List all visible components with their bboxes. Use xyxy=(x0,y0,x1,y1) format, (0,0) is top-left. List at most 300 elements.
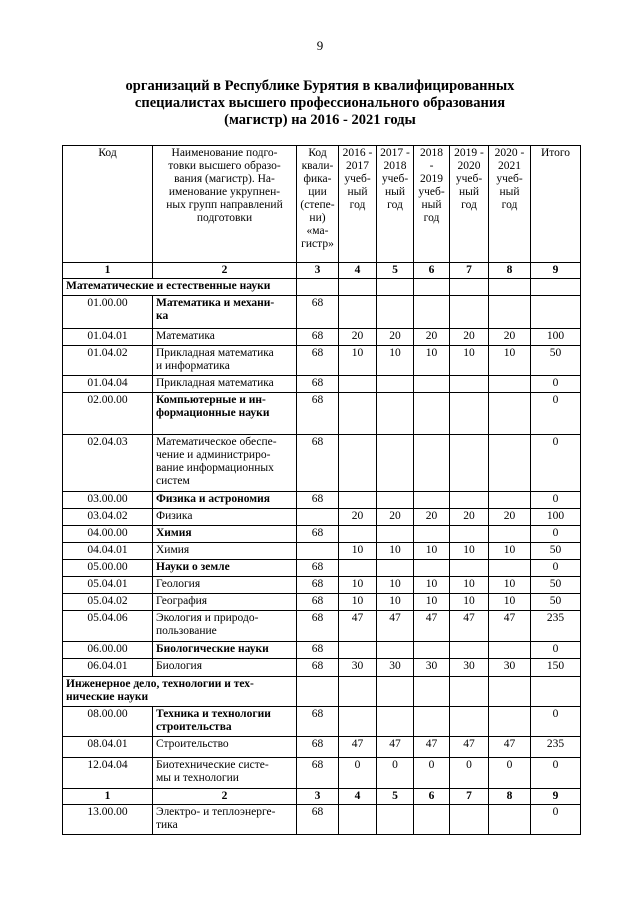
cell-line: товки высшего образо- xyxy=(168,160,281,172)
row-year-value: 30 xyxy=(339,659,377,677)
header-code: Код xyxy=(63,146,153,263)
cell-line: Математическое обеспе- xyxy=(156,436,277,448)
empty-cell xyxy=(489,279,531,296)
row-year-value xyxy=(489,707,531,737)
row-name xyxy=(153,577,297,594)
header-year xyxy=(414,146,450,263)
table-row xyxy=(63,560,581,577)
column-number: 8 xyxy=(489,789,531,805)
table-row xyxy=(63,346,581,376)
cell-line: Техника и технологии xyxy=(156,708,271,720)
cell-line: фика- xyxy=(303,173,332,185)
row-total: 0 xyxy=(531,560,581,577)
row-year-value xyxy=(339,805,377,835)
row-qualification-code: 68 xyxy=(297,707,339,737)
row-total: 0 xyxy=(531,758,581,789)
row-total: 0 xyxy=(531,393,581,435)
row-year-value xyxy=(414,492,450,509)
row-year-value: 10 xyxy=(339,577,377,594)
header-year xyxy=(450,146,489,263)
column-number: 4 xyxy=(339,263,377,279)
header-row xyxy=(63,146,581,263)
row-code: 08.00.00 xyxy=(63,707,153,737)
row-code: 02.00.00 xyxy=(63,393,153,435)
row-year-value: 10 xyxy=(489,543,531,560)
row-year-value: 0 xyxy=(339,758,377,789)
row-qualification-code: 68 xyxy=(297,526,339,543)
empty-cell xyxy=(377,279,414,296)
cell-line: Химия xyxy=(156,527,192,539)
row-name xyxy=(153,329,297,346)
row-total: 0 xyxy=(531,805,581,835)
cell-line: Прикладная математика xyxy=(156,377,274,389)
row-year-value xyxy=(450,526,489,543)
row-year-value: 10 xyxy=(450,346,489,376)
row-year-value xyxy=(339,296,377,329)
cell-line: 2017 - xyxy=(380,147,410,159)
row-year-value: 10 xyxy=(377,577,414,594)
cell-line: 2020 xyxy=(457,160,481,172)
row-year-value: 10 xyxy=(450,543,489,560)
row-year-value xyxy=(339,560,377,577)
table-body xyxy=(63,146,581,835)
row-year-value xyxy=(339,707,377,737)
row-total: 0 xyxy=(531,642,581,659)
cell-line: Физика и астрономия xyxy=(156,493,270,505)
row-year-value: 20 xyxy=(414,509,450,526)
table-row xyxy=(63,642,581,659)
row-code: 03.04.02 xyxy=(63,509,153,526)
row-year-value: 10 xyxy=(414,543,450,560)
table-row xyxy=(63,526,581,543)
row-qualification-code: 68 xyxy=(297,659,339,677)
title-line: (магистр) на 2016 - 2021 годы xyxy=(224,112,416,128)
cell-line: География xyxy=(156,595,208,607)
row-qualification-code: 68 xyxy=(297,642,339,659)
table-row xyxy=(63,543,581,560)
row-year-value xyxy=(414,560,450,577)
row-year-value xyxy=(339,376,377,393)
empty-cell xyxy=(339,279,377,296)
cell-line: учеб- xyxy=(455,173,483,185)
cell-line: Химия xyxy=(156,544,190,556)
row-year-value xyxy=(450,376,489,393)
column-number: 2 xyxy=(153,789,297,805)
row-year-value: 20 xyxy=(339,329,377,346)
row-total: 150 xyxy=(531,659,581,677)
row-year-value xyxy=(489,393,531,435)
empty-cell xyxy=(450,279,489,296)
cell-line: ных групп направлений xyxy=(166,199,283,211)
cell-line: учеб- xyxy=(418,186,445,198)
cell-line: 2020 - xyxy=(494,147,525,159)
row-code: 04.04.01 xyxy=(63,543,153,560)
row-total: 50 xyxy=(531,577,581,594)
column-numbers-row xyxy=(63,789,581,805)
row-name xyxy=(153,435,297,492)
cell-line: Компьютерные и ин- xyxy=(156,394,266,406)
row-name xyxy=(153,346,297,376)
row-year-value xyxy=(377,642,414,659)
column-number: 9 xyxy=(531,789,581,805)
cell-line: Науки о земле xyxy=(156,561,230,573)
row-year-value: 30 xyxy=(377,659,414,677)
row-total: 50 xyxy=(531,594,581,611)
row-year-value: 20 xyxy=(339,509,377,526)
cell-line: Математика и механи- xyxy=(156,297,275,309)
row-name xyxy=(153,509,297,526)
row-total: 0 xyxy=(531,707,581,737)
cell-line: Экология и природо- xyxy=(156,612,259,624)
row-year-value xyxy=(450,560,489,577)
cell-line: 2019 - xyxy=(454,147,484,159)
row-year-value: 10 xyxy=(489,346,531,376)
row-total: 235 xyxy=(531,611,581,642)
cell-line: Прикладная математика xyxy=(156,347,274,359)
row-total: 0 xyxy=(531,376,581,393)
column-number: 5 xyxy=(377,263,414,279)
row-year-value: 20 xyxy=(450,329,489,346)
table-row xyxy=(63,707,581,737)
row-total: 235 xyxy=(531,737,581,758)
row-name xyxy=(153,543,297,560)
row-year-value: 20 xyxy=(377,509,414,526)
row-code: 03.00.00 xyxy=(63,492,153,509)
cell-line: ный xyxy=(421,199,442,211)
table-row xyxy=(63,492,581,509)
row-year-value xyxy=(450,492,489,509)
row-year-value: 20 xyxy=(489,329,531,346)
section-heading-line: нические науки xyxy=(66,691,149,703)
row-year-value: 0 xyxy=(489,758,531,789)
row-year-value xyxy=(414,805,450,835)
row-total: 100 xyxy=(531,509,581,526)
column-number: 7 xyxy=(450,263,489,279)
row-year-value xyxy=(377,296,414,329)
cell-line: учеб- xyxy=(496,173,523,185)
cell-line: вания (магистр). На- xyxy=(174,173,275,185)
cell-line: ный xyxy=(384,186,406,198)
row-year-value xyxy=(414,642,450,659)
row-year-value: 0 xyxy=(414,758,450,789)
row-total: 50 xyxy=(531,543,581,560)
row-year-value: 10 xyxy=(489,594,531,611)
cell-line: чение и администриро- xyxy=(156,449,271,461)
section-heading xyxy=(63,677,297,707)
table-row xyxy=(63,758,581,789)
row-year-value xyxy=(489,526,531,543)
row-name xyxy=(153,805,297,835)
cell-line: ный xyxy=(458,186,480,198)
column-number: 1 xyxy=(63,263,153,279)
column-number: 9 xyxy=(531,263,581,279)
table-row xyxy=(63,805,581,835)
cell-line: Биотехнические систе- xyxy=(156,759,269,771)
row-year-value: 10 xyxy=(339,543,377,560)
row-code: 02.04.03 xyxy=(63,435,153,492)
empty-cell xyxy=(339,677,377,707)
row-total: 100 xyxy=(531,329,581,346)
row-year-value: 30 xyxy=(450,659,489,677)
row-qualification-code xyxy=(297,543,339,560)
cell-line: 2018 xyxy=(383,160,407,172)
row-year-value xyxy=(450,296,489,329)
cell-line: Физика xyxy=(156,510,193,522)
row-year-value: 20 xyxy=(377,329,414,346)
row-qualification-code xyxy=(297,509,339,526)
header-name xyxy=(153,146,297,263)
cell-line: «ма- xyxy=(306,225,329,237)
cell-line: именование укрупнен- xyxy=(168,186,281,198)
row-year-value: 10 xyxy=(489,577,531,594)
row-year-value xyxy=(489,642,531,659)
row-year-value xyxy=(450,642,489,659)
row-code: 04.00.00 xyxy=(63,526,153,543)
row-year-value xyxy=(414,296,450,329)
row-year-value: 10 xyxy=(414,346,450,376)
section-row-engineering xyxy=(63,677,581,707)
empty-cell xyxy=(531,279,581,296)
row-qualification-code: 68 xyxy=(297,329,339,346)
cell-line: год xyxy=(349,199,366,211)
row-code: 12.04.04 xyxy=(63,758,153,789)
table-row xyxy=(63,577,581,594)
row-year-value: 47 xyxy=(377,737,414,758)
column-number: 2 xyxy=(153,263,297,279)
table-row xyxy=(63,594,581,611)
header-year xyxy=(339,146,377,263)
row-year-value xyxy=(377,526,414,543)
row-qualification-code: 68 xyxy=(297,296,339,329)
row-year-value: 30 xyxy=(489,659,531,677)
row-year-value xyxy=(489,492,531,509)
row-qualification-code: 68 xyxy=(297,577,339,594)
row-year-value: 10 xyxy=(377,346,414,376)
row-year-value xyxy=(339,526,377,543)
cell-line: учеб- xyxy=(344,173,371,185)
cell-line: ции xyxy=(308,186,327,198)
empty-cell xyxy=(414,677,450,707)
section-row-math xyxy=(63,279,581,296)
row-qualification-code: 68 xyxy=(297,805,339,835)
row-year-value xyxy=(414,526,450,543)
row-code: 13.00.00 xyxy=(63,805,153,835)
row-name xyxy=(153,393,297,435)
empty-cell xyxy=(377,677,414,707)
row-year-value: 47 xyxy=(414,611,450,642)
header-qualification xyxy=(297,146,339,263)
row-code: 01.04.02 xyxy=(63,346,153,376)
row-year-value xyxy=(450,707,489,737)
cell-line: год xyxy=(461,199,477,211)
row-qualification-code: 68 xyxy=(297,560,339,577)
cell-line: формационные науки xyxy=(156,407,270,419)
row-name xyxy=(153,492,297,509)
page-number: 9 xyxy=(316,38,324,53)
row-code: 05.04.01 xyxy=(63,577,153,594)
row-year-value: 30 xyxy=(414,659,450,677)
row-name xyxy=(153,560,297,577)
row-year-value: 20 xyxy=(489,509,531,526)
row-year-value xyxy=(339,435,377,492)
cell-line: вание информационных xyxy=(156,462,274,474)
row-year-value: 10 xyxy=(377,594,414,611)
row-year-value: 10 xyxy=(414,577,450,594)
row-year-value: 20 xyxy=(414,329,450,346)
row-year-value xyxy=(377,492,414,509)
empty-cell xyxy=(489,677,531,707)
row-year-value: 47 xyxy=(339,737,377,758)
cell-line: Строительство xyxy=(156,738,229,750)
column-number: 3 xyxy=(297,263,339,279)
row-code: 05.04.02 xyxy=(63,594,153,611)
row-code: 06.04.01 xyxy=(63,659,153,677)
row-qualification-code: 68 xyxy=(297,758,339,789)
row-year-value xyxy=(450,805,489,835)
row-year-value: 47 xyxy=(450,611,489,642)
row-year-value xyxy=(414,435,450,492)
row-name xyxy=(153,526,297,543)
row-year-value: 47 xyxy=(377,611,414,642)
column-numbers-row xyxy=(63,263,581,279)
cell-line: ный xyxy=(499,186,520,198)
column-number: 4 xyxy=(339,789,377,805)
cell-line: строительства xyxy=(156,721,232,733)
row-name xyxy=(153,611,297,642)
column-number: 3 xyxy=(297,789,339,805)
cell-line: 2017 xyxy=(346,160,369,172)
row-year-value xyxy=(414,707,450,737)
cell-line: Биология xyxy=(156,660,203,672)
cell-line: 2021 xyxy=(498,160,521,172)
row-year-value xyxy=(339,393,377,435)
row-code: 06.00.00 xyxy=(63,642,153,659)
column-number: 5 xyxy=(377,789,414,805)
cell-line: 2016 - xyxy=(342,147,373,159)
row-total: 0 xyxy=(531,526,581,543)
row-year-value: 47 xyxy=(489,737,531,758)
cell-line: систем xyxy=(156,475,190,487)
row-code: 01.04.01 xyxy=(63,329,153,346)
row-year-value: 10 xyxy=(339,346,377,376)
cell-line: тика xyxy=(156,819,178,831)
row-qualification-code: 68 xyxy=(297,376,339,393)
row-year-value: 10 xyxy=(339,594,377,611)
cell-line: квали- xyxy=(301,160,334,172)
row-year-value: 47 xyxy=(489,611,531,642)
cell-line: мы и технологии xyxy=(156,772,239,784)
row-year-value: 10 xyxy=(450,594,489,611)
empty-cell xyxy=(414,279,450,296)
row-year-value xyxy=(489,805,531,835)
table-row xyxy=(63,296,581,329)
row-year-value xyxy=(377,560,414,577)
cell-line: Электро- и теплоэнерге- xyxy=(156,806,276,818)
empty-cell xyxy=(297,279,339,296)
row-qualification-code: 68 xyxy=(297,492,339,509)
header-year xyxy=(489,146,531,263)
row-name xyxy=(153,707,297,737)
cell-line: и информатика xyxy=(156,360,230,372)
cell-line: Математика xyxy=(156,330,215,342)
row-year-value xyxy=(377,805,414,835)
cell-line: Геология xyxy=(156,578,201,590)
table-row xyxy=(63,393,581,435)
row-total xyxy=(531,296,581,329)
row-year-value xyxy=(450,393,489,435)
cell-line: пользование xyxy=(156,625,217,637)
row-year-value xyxy=(377,393,414,435)
cell-line: ка xyxy=(156,310,169,322)
row-total: 50 xyxy=(531,346,581,376)
row-year-value: 10 xyxy=(414,594,450,611)
table-row xyxy=(63,329,581,346)
row-qualification-code: 68 xyxy=(297,346,339,376)
row-year-value: 10 xyxy=(450,577,489,594)
cell-line: Наименование подго- xyxy=(171,147,278,159)
title-line: специалистах высшего профессионального образования xyxy=(134,95,506,111)
row-total: 0 xyxy=(531,492,581,509)
row-qualification-code: 68 xyxy=(297,435,339,492)
row-code: 01.00.00 xyxy=(63,296,153,329)
cell-line: год xyxy=(387,199,403,211)
row-name xyxy=(153,376,297,393)
row-year-value xyxy=(339,492,377,509)
row-year-value: 0 xyxy=(377,758,414,789)
header-year xyxy=(377,146,414,263)
row-year-value xyxy=(377,707,414,737)
row-qualification-code: 68 xyxy=(297,594,339,611)
row-year-value xyxy=(450,435,489,492)
section-heading-line: Математические и естественные науки xyxy=(66,280,271,292)
row-qualification-code: 68 xyxy=(297,611,339,642)
row-year-value xyxy=(377,376,414,393)
row-name xyxy=(153,659,297,677)
column-number: 6 xyxy=(414,789,450,805)
row-year-value: 47 xyxy=(414,737,450,758)
row-name xyxy=(153,758,297,789)
cell-line: ни) xyxy=(309,212,326,224)
row-name xyxy=(153,296,297,329)
row-total: 0 xyxy=(531,435,581,492)
row-year-value xyxy=(489,435,531,492)
row-year-value xyxy=(339,642,377,659)
table-row xyxy=(63,509,581,526)
row-code: 08.04.01 xyxy=(63,737,153,758)
row-year-value xyxy=(489,560,531,577)
section-heading-line: Инженерное дело, технологии и тех- xyxy=(66,678,254,690)
empty-cell xyxy=(531,677,581,707)
column-number: 6 xyxy=(414,263,450,279)
row-year-value xyxy=(414,393,450,435)
cell-line: учеб- xyxy=(381,173,409,185)
row-year-value: 20 xyxy=(450,509,489,526)
cell-line: 2018 - xyxy=(420,147,443,172)
cell-line: подготовки xyxy=(196,212,253,224)
column-number: 1 xyxy=(63,789,153,805)
cell-line: 2019 xyxy=(420,173,443,185)
row-code: 01.04.04 xyxy=(63,376,153,393)
column-number: 7 xyxy=(450,789,489,805)
row-year-value: 47 xyxy=(339,611,377,642)
cell-line: Код xyxy=(308,147,327,159)
row-name xyxy=(153,737,297,758)
cell-line: Биологические науки xyxy=(156,643,269,655)
row-year-value xyxy=(377,435,414,492)
cell-line: год xyxy=(501,199,518,211)
document-title xyxy=(60,78,580,129)
cell-line: гистр» xyxy=(301,238,334,250)
